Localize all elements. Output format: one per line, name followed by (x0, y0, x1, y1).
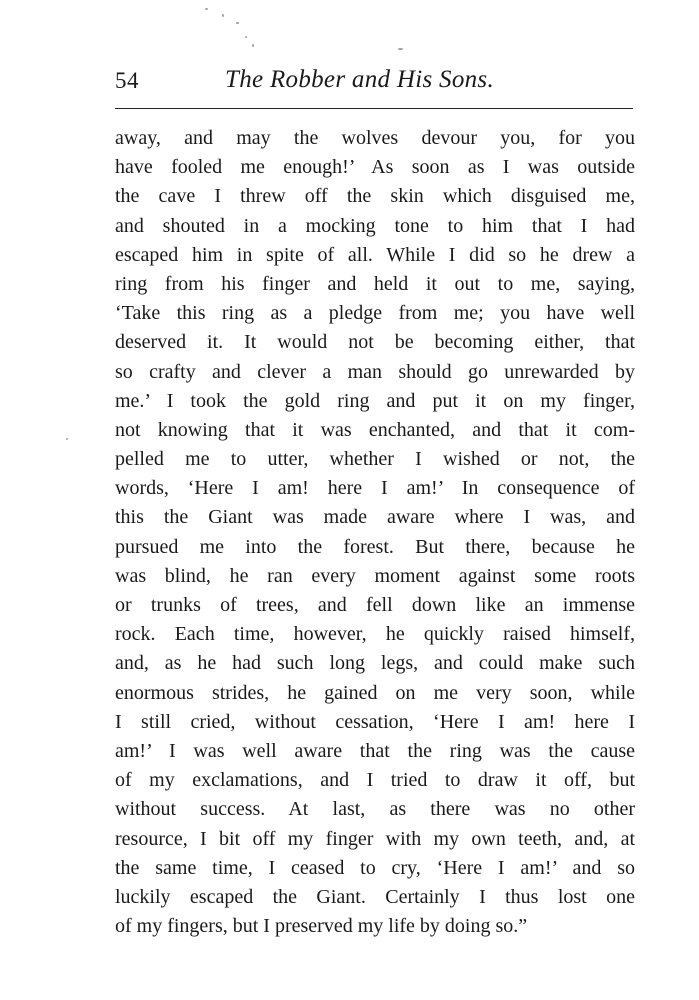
text-line: of my exclamations, and I tried to draw it off, but (115, 769, 635, 792)
text-line: am!’ I was well aware that the ring was the cause (115, 739, 635, 762)
text-line: escaped him in spite of all. While I did so he drew a (115, 243, 635, 266)
text-line: of my fingers, but I preserved my life by doing so.” (115, 915, 528, 938)
text-line: was blind, he ran every moment against some roots (115, 564, 635, 587)
text-line: I still cried, without cessation, ‘Here I am! here I (115, 710, 635, 733)
text-line: the cave I threw off the skin which disguised me, (115, 185, 635, 208)
text-line: away, and may the wolves devour you, for you (115, 127, 635, 149)
print-speck (205, 8, 208, 10)
body-text (115, 124, 635, 941)
text-line: pursued me into the forest. But there, because he (115, 535, 635, 558)
running-title: The Robber and His Sons. (225, 66, 495, 93)
text-line: me.’ I took the gold ring and put it on my finger, (115, 389, 635, 412)
text-line: or trunks of trees, and fell down like an immense (115, 594, 635, 616)
print-speck (236, 22, 239, 24)
print-speck (66, 438, 68, 440)
print-speck (222, 14, 224, 17)
text-line: deserved it. It would not be becoming either, that (115, 331, 635, 354)
text-line: without success. At last, as there was no other (115, 798, 635, 821)
text-line: not knowing that it was enchanted, and that it com- (115, 418, 635, 441)
print-speck (398, 48, 403, 50)
text-line: pelled me to utter, whether I wished or not, the (115, 448, 635, 471)
print-speck (252, 44, 254, 47)
header-rule (115, 108, 633, 109)
text-line: luckily escaped the Giant. Certainly I thus lost one (115, 885, 635, 908)
text-line: this the Giant was made aware where I was, and (115, 506, 635, 529)
text-line: have fooled me enough!’ As soon as I was outside (115, 156, 635, 179)
text-line: and shouted in a mocking tone to him that I had (115, 214, 635, 237)
print-speck (245, 36, 247, 38)
text-line: words, ‘Here I am! here I am!’ In consequence of (115, 477, 635, 500)
text-line: ‘Take this ring as a pledge from me; you have well (115, 302, 635, 325)
page-header (115, 60, 635, 100)
text-line: the same time, I ceased to cry, ‘Here I am!’ and so (115, 856, 635, 879)
text-line: resource, I bit off my finger with my own teeth, and, at (115, 827, 635, 850)
page-number: 54 (115, 68, 139, 93)
text-line: enormous strides, he gained on me very soon, while (115, 681, 635, 704)
text-line: and, as he had such long legs, and could make such (115, 652, 635, 675)
text-line: ring from his finger and held it out to me, saying, (115, 272, 635, 295)
text-line: so crafty and clever a man should go unrewarded by (115, 360, 635, 383)
text-line: rock. Each time, however, he quickly raised himself, (115, 623, 635, 646)
